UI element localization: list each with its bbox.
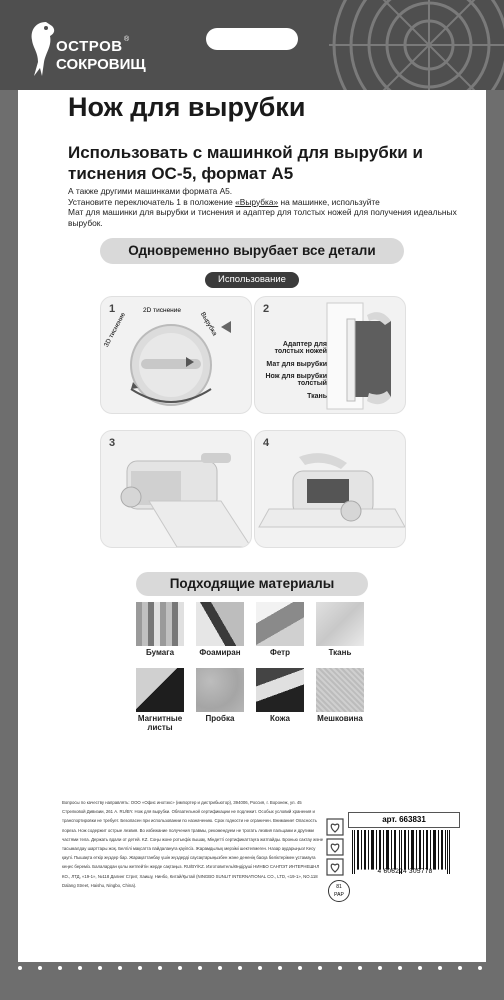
brand-line1: ОСТРОВ — [56, 38, 123, 55]
brand-line2: СОКРОВИЩ — [56, 56, 146, 73]
material-label: Пробка — [205, 714, 235, 723]
material-felt-swatch — [256, 602, 304, 646]
step-4-panel — [254, 430, 406, 548]
perforation-decoration — [0, 962, 504, 1000]
desc-line2-pre: Установите переключатель 1 в положение — [68, 196, 236, 207]
banner-cut-all: Одновременно вырубает все детали — [100, 238, 404, 264]
header-band — [0, 0, 504, 90]
desc-line2-post: на машинке, используйте — [278, 196, 380, 207]
step-number: 3 — [109, 437, 116, 449]
machine-cutting-illustration — [255, 431, 405, 547]
step-2-panel — [254, 296, 406, 414]
dial-3d-label: 3D тиснение — [103, 311, 128, 349]
material-label: Магнитные листы — [137, 714, 183, 732]
material-label: Фетр — [270, 648, 290, 657]
footer-band — [0, 962, 504, 1000]
dial-cut-label: Вырубка — [198, 311, 219, 338]
pap-label: PAP — [334, 892, 344, 898]
desc-line2-highlight: «Вырубка» — [235, 196, 279, 207]
pap-number: 81 — [336, 884, 342, 890]
step-number: 1 — [109, 303, 116, 315]
brand-logo — [20, 16, 160, 80]
machine-open-illustration — [101, 431, 251, 547]
brand-reg-mark: ® — [124, 36, 130, 43]
label-adapter: Адаптер для толстых ножей — [274, 341, 327, 355]
material-leather-swatch — [256, 668, 304, 712]
product-description — [68, 186, 478, 228]
dial-2d-label: 2D тиснение — [143, 307, 182, 314]
material-label: Кожа — [270, 714, 290, 723]
parrot-icon — [20, 16, 60, 80]
desc-line2 — [68, 197, 478, 208]
material-fabric-swatch — [316, 602, 364, 646]
hang-hole — [206, 28, 298, 50]
label-mat: Мат для вырубки — [266, 361, 327, 368]
material-foam-swatch — [196, 602, 244, 646]
desc-line3: Мат для машинки для вырубки и тиснения и адаптер для толстых ножей для получения идеальных вырубок. — [68, 207, 457, 228]
material-burlap-swatch — [316, 668, 364, 712]
article-number: арт. 663831 — [348, 812, 460, 828]
product-title: Нож для вырубки — [68, 92, 306, 122]
desc-line1: А также другими машинками формата А5. — [68, 186, 233, 196]
material-label: Ткань — [328, 648, 352, 657]
material-label: Фоамиран — [199, 648, 241, 657]
care-icons — [326, 818, 344, 878]
barcode-digits: 4 606224 305778 — [377, 868, 433, 875]
label-fabric: Ткань — [307, 393, 327, 400]
material-paper-swatch — [136, 602, 184, 646]
materials-title: Подходящие материалы — [136, 572, 368, 596]
material-label: Мешковина — [317, 714, 363, 723]
material-cork-swatch — [196, 668, 244, 712]
legal-text: Вопросы по качеству направлять: ООО «Офис инотэкс» (импортер и дистрибьютор), 394006, Россия, г. Воронеж, ул. 45 Стрелковой Дивизии, 261 А. RU/BY. Нож для вырубки. Обязательной сертификации не подлежит. Особых условий хранения и транспортировки не требует. Безопасен при использовании по назначению. Срок годности не ограничен. Внимание! Опасность пореза. Нож содержит острые лезвия. Во избежание получения травмы, рекомендуем не трогать лезвия пальцами и другими частями тела. Держать вдали от детей. KZ. Соңы жоне ротьефік пышақ. Міндетті сертификаттауға жатпайды. Бронью сактау және тасымалдау шарттары жоқ. Белгілі мақсатта пайдалануға қауіпсіз. Жарамдылық мерзімі шектелмеген. Назар аударыңыз! Кесу қаупі. Пышақта өткір жүздер бар. Жарақаттанбау үшін жүздерді саусақтарыңызбен және дененің басқа бөліктерімен ұстамауға кеңес береміз. Балалардан қолы жетпейтін жерде сақтаңыз. RU/BY/KZ. Изготовитель/Өндіруші НИНБО САНПЭТ ИНТЕРНЕШНЛ КО., ЛТД, «19-1», №118 Далинг Стрит, Хаишу, Нинбо, Китай/Қытай (NINGBO SUNLIT INTERNATIONAL CO., LTD, «19-1», NO.118 Dalang Street, Haishu, Ningbo, China). — [62, 800, 324, 888]
product-subtitle: Использовать с машинкой для вырубки и тиснения ОС-5, формат А5 — [68, 143, 423, 183]
usage-label: Использование — [205, 272, 299, 288]
label-knife: Нож для вырубки толстый — [265, 373, 327, 387]
step-1-panel — [100, 296, 252, 414]
material-magnetic-swatch — [136, 668, 184, 712]
step-number: 2 — [263, 303, 270, 315]
mandala-pattern-decoration — [324, 0, 504, 90]
material-label: Бумага — [145, 648, 175, 657]
recycling-pap-icon — [328, 880, 350, 902]
step-3-panel — [100, 430, 252, 548]
step-number: 4 — [263, 437, 270, 449]
